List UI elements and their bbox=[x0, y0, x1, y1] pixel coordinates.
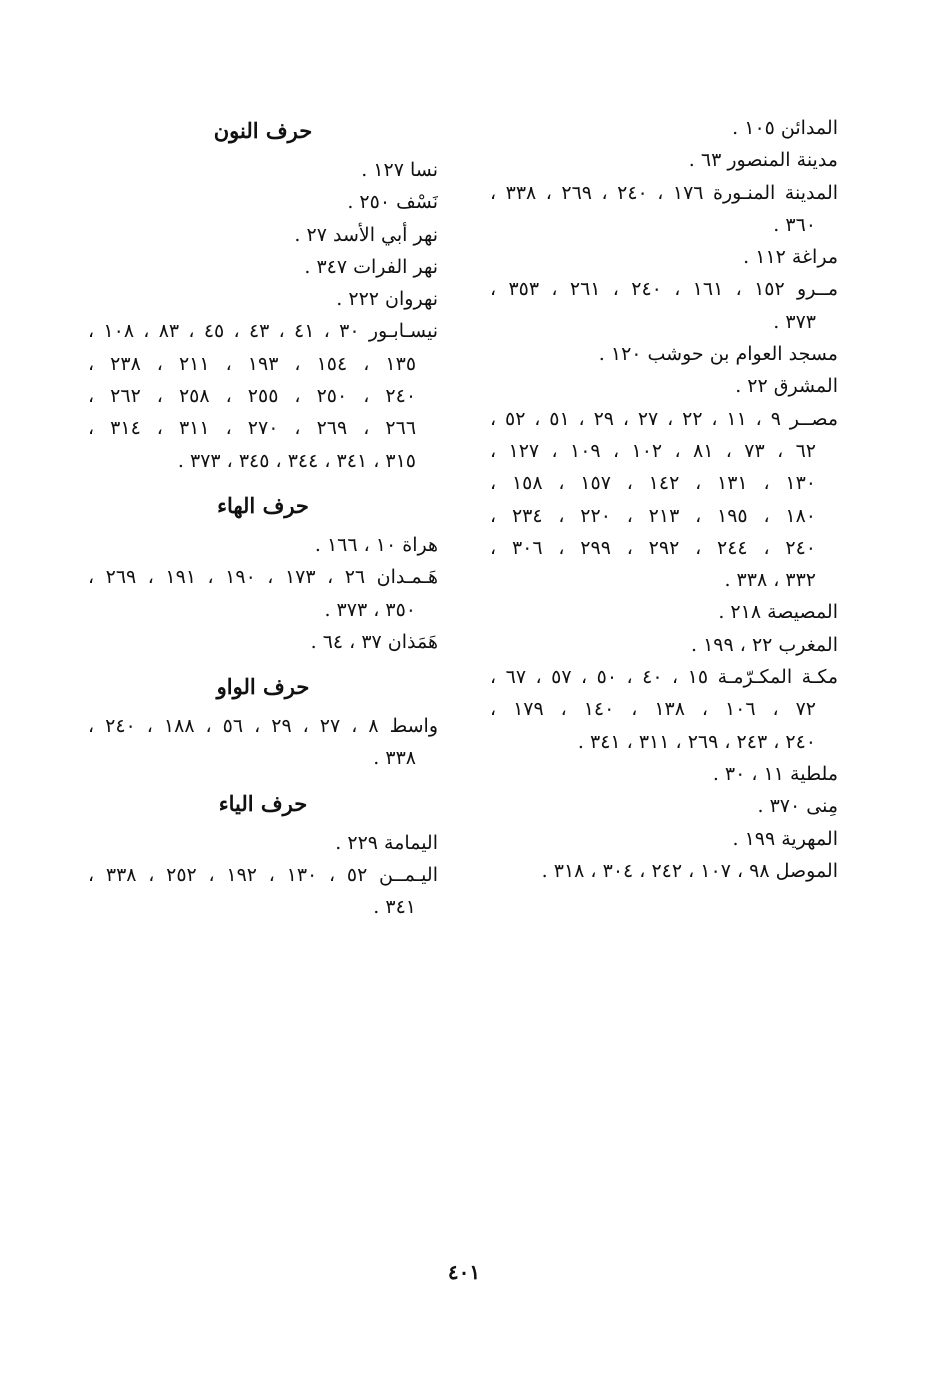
index-entry-continuation: ١٣٠ ، ١٣١ ، ١٤٢ ، ١٥٧ ، ١٥٨ ، bbox=[490, 472, 816, 495]
section-heading-waw: حرف الواو bbox=[216, 674, 310, 700]
section-heading-nun: حرف النون bbox=[213, 118, 313, 143]
index-entry: مكـة المكـرّمـة ١٥ ، ٤٠ ، ٥٠ ، ٥٧ ، ٦٧ ، bbox=[490, 666, 838, 689]
section-heading-ya: حرف الياء bbox=[218, 790, 308, 816]
index-column-left bbox=[88, 112, 438, 924]
index-entry: المهرية ١٩٩ . bbox=[732, 827, 838, 850]
index-entry-continuation: ٣١٥ ، ٣٤١ ، ٣٤٤ ، ٣٤٥ ، ٣٧٣ . bbox=[177, 449, 416, 472]
index-entry-continuation: ١٣٥ ، ١٥٤ ، ١٩٣ ، ٢١١ ، ٢٣٨ ، bbox=[88, 352, 417, 375]
index-entry: هَمَذان ٣٧ ، ٦٤ . bbox=[310, 630, 438, 653]
index-entry: مدينة المنصور ٦٣ . bbox=[688, 149, 838, 172]
index-entry: مــرو ١٥٢ ، ١٦١ ، ٢٤٠ ، ٢٦١ ، ٣٥٣ ، bbox=[490, 278, 838, 301]
index-entry: مسجد العوام بن حوشب ١٢٠ . bbox=[598, 343, 838, 366]
index-entry-continuation: ٣٤١ . bbox=[373, 896, 416, 919]
index-entry-continuation: ٢٦٦ ، ٢٦٩ ، ٢٧٠ ، ٣١١ ، ٣١٤ ، bbox=[88, 417, 417, 440]
index-entry: المدينة المنـورة ١٧٦ ، ٢٤٠ ، ٢٦٩ ، ٣٣٨ ، bbox=[490, 181, 838, 204]
section-heading-ha: حرف الهاء bbox=[217, 492, 309, 518]
index-entry: اليمامة ٢٢٩ . bbox=[335, 831, 438, 854]
index-entry: المدائن ١٠٥ . bbox=[732, 117, 838, 139]
index-entry: مصــر ٩ ، ١١ ، ٢٢ ، ٢٧ ، ٢٩ ، ٥١ ، ٥٢ ، bbox=[490, 407, 838, 430]
index-column-right bbox=[490, 112, 838, 887]
index-entry: مراغة ١١٢ . bbox=[743, 246, 838, 269]
index-entry-continuation: ١٨٠ ، ١٩٥ ، ٢١٣ ، ٢٢٠ ، ٢٣٤ ، bbox=[490, 504, 816, 527]
index-entry: نَسْف ٢٥٠ . bbox=[347, 191, 438, 214]
index-entry: نهر الفرات ٣٤٧ . bbox=[304, 255, 438, 278]
page-number: ٤٠١ bbox=[447, 1260, 481, 1284]
index-entry: ملطية ١١ ، ٣٠ . bbox=[712, 762, 838, 785]
index-entry: نسا ١٢٧ . bbox=[361, 159, 438, 181]
index-entry: هَـمـدان ٢٦ ، ١٧٣ ، ١٩٠ ، ١٩١ ، ٢٦٩ ، bbox=[88, 566, 438, 589]
index-entry-continuation: ٣٥٠ ، ٣٧٣ . bbox=[324, 598, 416, 621]
index-entry: مِنى ٣٧٠ . bbox=[757, 795, 838, 818]
index-entry: الموصل ٩٨ ، ١٠٧ ، ٢٤٢ ، ٣٠٤ ، ٣١٨ . bbox=[541, 859, 838, 882]
index-entry-continuation: ٢٤٠ ، ٢٥٠ ، ٢٥٥ ، ٢٥٨ ، ٢٦٢ ، bbox=[88, 385, 417, 408]
index-entry-continuation: ٧٢ ، ١٠٦ ، ١٣٨ ، ١٤٠ ، ١٧٩ ، bbox=[490, 698, 816, 721]
index-entry-continuation: ٢٤٠ ، ٢٤٣ ، ٢٦٩ ، ٣١١ ، ٣٤١ . bbox=[577, 730, 816, 753]
index-entry: نهر أبي الأسد ٢٧ . bbox=[294, 223, 438, 246]
index-entry-continuation: ٣٧٣ . bbox=[773, 310, 816, 333]
index-entry: المغرب ٢٢ ، ١٩٩ . bbox=[691, 633, 838, 656]
index-entry: نهروان ٢٢٢ . bbox=[336, 288, 438, 311]
index-entry-continuation: ٣٦٠ . bbox=[773, 213, 816, 236]
index-entry: واسط ٨ ، ٢٧ ، ٢٩ ، ٥٦ ، ١٨٨ ، ٢٤٠ ، bbox=[88, 715, 438, 738]
index-entry: هراة ١٠ ، ١٦٦ . bbox=[314, 533, 438, 556]
index-entry-continuation: ٢٤٠ ، ٢٤٤ ، ٢٩٢ ، ٢٩٩ ، ٣٠٦ ، bbox=[490, 536, 816, 559]
index-entry-continuation: ٣٣٢ ، ٣٣٨ . bbox=[724, 569, 816, 592]
index-entry: نيسـابـور ٣٠ ، ٤١ ، ٤٣ ، ٤٥ ، ٨٣ ، ١٠٨ ، bbox=[88, 320, 438, 343]
index-entry-continuation: ٣٣٨ . bbox=[373, 747, 416, 770]
index-entry: المصيصة ٢١٨ . bbox=[718, 601, 838, 624]
index-entry-continuation: ٦٢ ، ٧٣ ، ٨١ ، ١٠٢ ، ١٠٩ ، ١٢٧ ، bbox=[490, 439, 817, 462]
index-entry: المشرق ٢٢ . bbox=[735, 375, 838, 398]
index-entry: اليـمــن ٥٢ ، ١٣٠ ، ١٩٢ ، ٢٥٢ ، ٣٣٨ ، bbox=[88, 864, 438, 887]
